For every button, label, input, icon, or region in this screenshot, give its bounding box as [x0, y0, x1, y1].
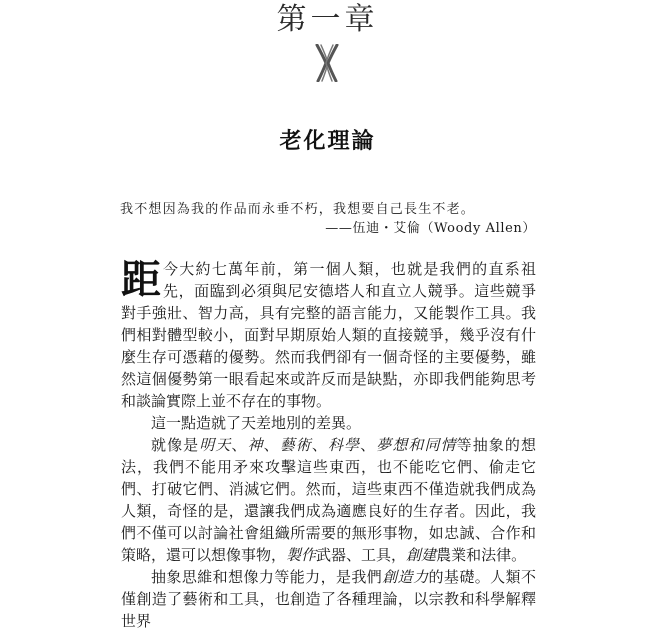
text-run: 、 — [311, 436, 328, 454]
emphasis: 神 — [247, 436, 264, 454]
emphasis: 製作 — [286, 546, 317, 564]
epigraph-attribution: ——伍迪・艾倫（Woody Allen） — [325, 221, 536, 236]
text-run: 、 — [360, 436, 377, 454]
emphasis: 藝術 — [279, 436, 312, 454]
emphasis: 明天 — [199, 436, 232, 454]
text-run: 、 — [231, 436, 248, 454]
text-run: 農業和法律。 — [436, 546, 527, 564]
paragraph-1 — [121, 258, 536, 412]
chapter-ornament-icon — [313, 44, 341, 82]
paragraph-3 — [121, 434, 536, 566]
text-run: 抽象思維和想像力等能力，是我們 — [151, 568, 383, 586]
text-run: 等抽象的想法，我們不能用矛來攻擊這些東西，也不能吃它們、偷走它們、打破它們、消滅它們。然而，這些東西不僅造就我們成為人類，奇怪的是，還讓我們成為適應良好的生存者。因此，我們不僅可以討論社會組織所需要的無形事物，如忠誠、合作和策略，還可以想像事物， — [121, 436, 536, 564]
paragraph-2: 這一點造就了天差地別的差異。 — [151, 414, 362, 432]
drop-cap: 距 — [121, 257, 161, 303]
text-run: 、 — [263, 436, 280, 454]
body-text — [121, 258, 536, 632]
paragraph-1-text: 今大約七萬年前，第一個人類，也就是我們的直系祖先，面臨到必須與尼安德塔人和直立人競爭。這些競爭對手強壯、智力高，具有完整的語言能力，又能製作工具。我們相對體型較小，面對早期原始人類的直接競爭，幾乎沒有什麼生存可憑藉的優勢。然而我們卻有一個奇怪的主要優勢，雖然這個優勢第一眼看起來或許反而是缺點，亦即我們能夠思考和談論實際上並不存在的事物。 — [121, 260, 536, 410]
epigraph — [120, 200, 540, 238]
emphasis: 科學 — [327, 436, 361, 454]
text-run: 武器、工具， — [316, 546, 407, 564]
chapter-label: 第一章 — [276, 2, 379, 37]
emphasis: 創造力 — [382, 568, 429, 586]
epigraph-quote: 我不想因為我的作品而永垂不朽，我想要自己長生不老。 — [120, 202, 476, 217]
emphasis: 夢想和同情 — [376, 436, 457, 454]
chapter-title: 老化理論 — [279, 129, 376, 154]
text-run: 就像是 — [151, 436, 200, 454]
paragraph-4 — [121, 566, 536, 632]
emphasis: 創建 — [406, 546, 437, 564]
text-run: 的基礎。人類不僅創造了藝術和工具，也創造了各種理論，以宗教和科學解釋世界 — [121, 568, 536, 630]
